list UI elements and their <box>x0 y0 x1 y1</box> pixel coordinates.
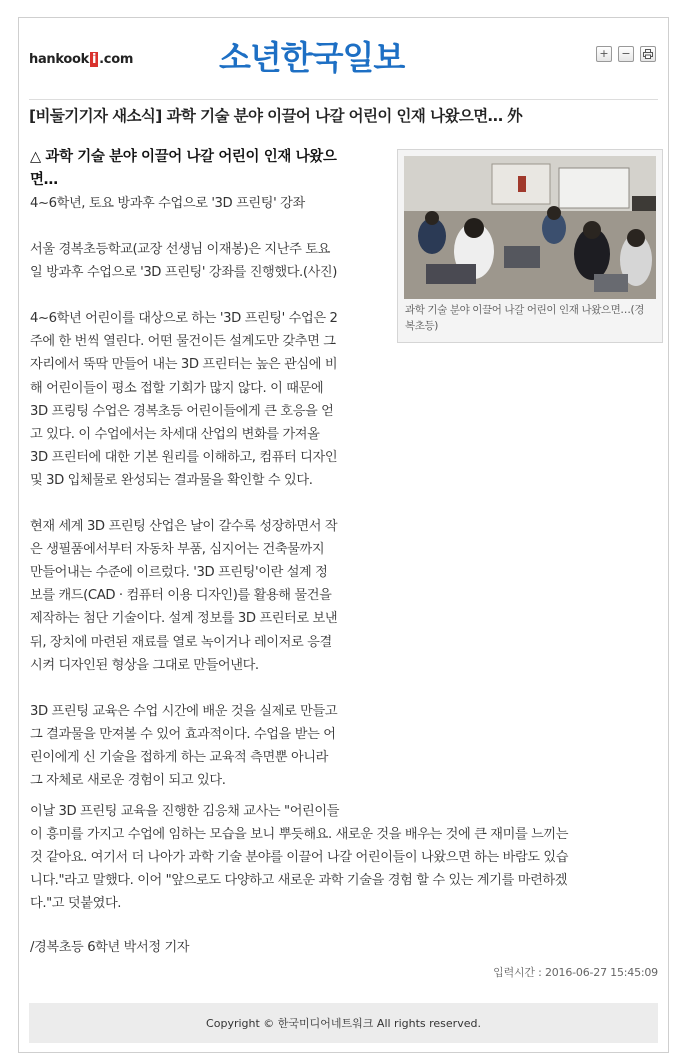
paragraph-5: 이날 3D 프린팅 교육을 진행한 김응채 교사는 "어린이들 이 흥미를 가지고 수업에 임하는 모습을 보니 뿌듯해요. 새로운 것을 배우는 것에 큰 재미를 느끼는 것 같아요. 여기서 더 나아가 과학 기술 분야를 이끌어 나갈 어린이들이 나왔으면 하는 바람도 있습 니다."라고 말했다. 이어 "앞으로도 다양하고 새로운 과학 기술을 경험 할 수 있는 계기를 마련하겠 다."고 덧붙였다. <box>30 804 569 912</box>
classroom-photo[interactable] <box>404 156 656 299</box>
classroom-photo-illustration <box>404 156 656 299</box>
footer <box>29 1003 658 1043</box>
logo-part-com: .com <box>99 52 134 67</box>
print-button[interactable] <box>640 46 656 62</box>
article-subhead <box>30 146 380 192</box>
newspaper-logo[interactable]: 소년한국일보 <box>219 38 405 77</box>
article-frame <box>18 17 669 1053</box>
print-icon <box>643 49 653 59</box>
subhead-line: △ 과학 기술 분야 이끌어 나갈 어린이 인재 나왔으 <box>30 149 337 165</box>
paragraph-2: 4~6학년 어린이를 대상으로 하는 '3D 프린팅' 수업은 2 주에 한 번씩 열린다. 어떤 물건이든 설계도만 갖추면 그 자리에서 뚝딱 만들어 내는 3D 프린터는 높은 관심에 비 해 어린이들이 평소 접할 기회가 많지 않다. 이 때문에 3D 프링팅 수업은 경복초등 어린이들에게 큰 호응을 얻 고 있다. 이 수업에서는 차세대 산업의 변화를 가져올 3D 프린터에 대한 기본 원리를 이해하고, 컴퓨터 디자인 및 3D 입체물로 완성되는 결과물을 확인할 수 있다. <box>30 311 338 488</box>
photo-caption: 과학 기술 분야 이끌어 나갈 어린이 인재 나왔으면…(경 복초등) <box>405 304 644 332</box>
paragraph-4: 3D 프린팅 교육은 수업 시간에 배운 것을 실제로 만들고 그 결과물을 만져볼 수 있어 효과적이다. 수업을 받는 어 린이에게 신 기술을 접하게 하는 교육적 측면뿐 아니라 그 자체로 새로운 경험이 되고 있다. <box>30 703 338 788</box>
header <box>19 18 668 96</box>
article-body <box>30 146 380 792</box>
header-divider <box>29 99 658 100</box>
photo-box <box>397 149 663 343</box>
logo-part-hankook: hankook <box>29 52 89 67</box>
paragraph-1: 서울 경복초등학교(교장 선생님 이재봉)은 지난주 토요 일 방과후 수업으로 '3D 프린팅' 강좌를 진행했다.(사진) <box>30 242 338 281</box>
publish-timestamp: 입력시간 : 2016-06-27 15:45:09 <box>493 966 658 979</box>
subhead-line: 면… <box>30 172 58 188</box>
paragraph-3: 현재 세계 3D 프린팅 산업은 날이 갈수록 성장하면서 작 은 생필품에서부터 자동차 부품, 심지어는 건축물까지 만들어내는 수준에 이르렀다. '3D 프린팅'이란 설계 정 보를 캐드(CAD · 컴퓨터 이용 디자인)를 활용해 물건을 제작하는 첨단 기술이다. 설계 정보를 3D 프린터로 보낸 뒤, 장치에 마련된 재료를 열로 녹이거나 레이저로 응결 시켜 디자인된 형상을 그대로 만들어낸다. <box>30 519 338 673</box>
article-tools <box>596 46 656 62</box>
reporter-byline: /경복초등 6학년 박서정 기자 <box>30 940 190 955</box>
copyright-text: Copyright © 한국미디어네트워크 All rights reserved. <box>206 1017 481 1030</box>
hankooki-logo[interactable] <box>29 52 133 67</box>
article-headline: [비둘기기자 새소식] 과학 기술 분야 이끌어 나갈 어린이 인재 나왔으면… 外 <box>29 107 523 125</box>
zoom-in-button[interactable]: + <box>596 46 612 62</box>
logo-part-i: i <box>92 52 97 67</box>
zoom-out-button[interactable]: − <box>618 46 634 62</box>
article-intro: 4~6학년, 토요 방과후 수업으로 '3D 프린팅' 강좌 <box>30 196 305 211</box>
